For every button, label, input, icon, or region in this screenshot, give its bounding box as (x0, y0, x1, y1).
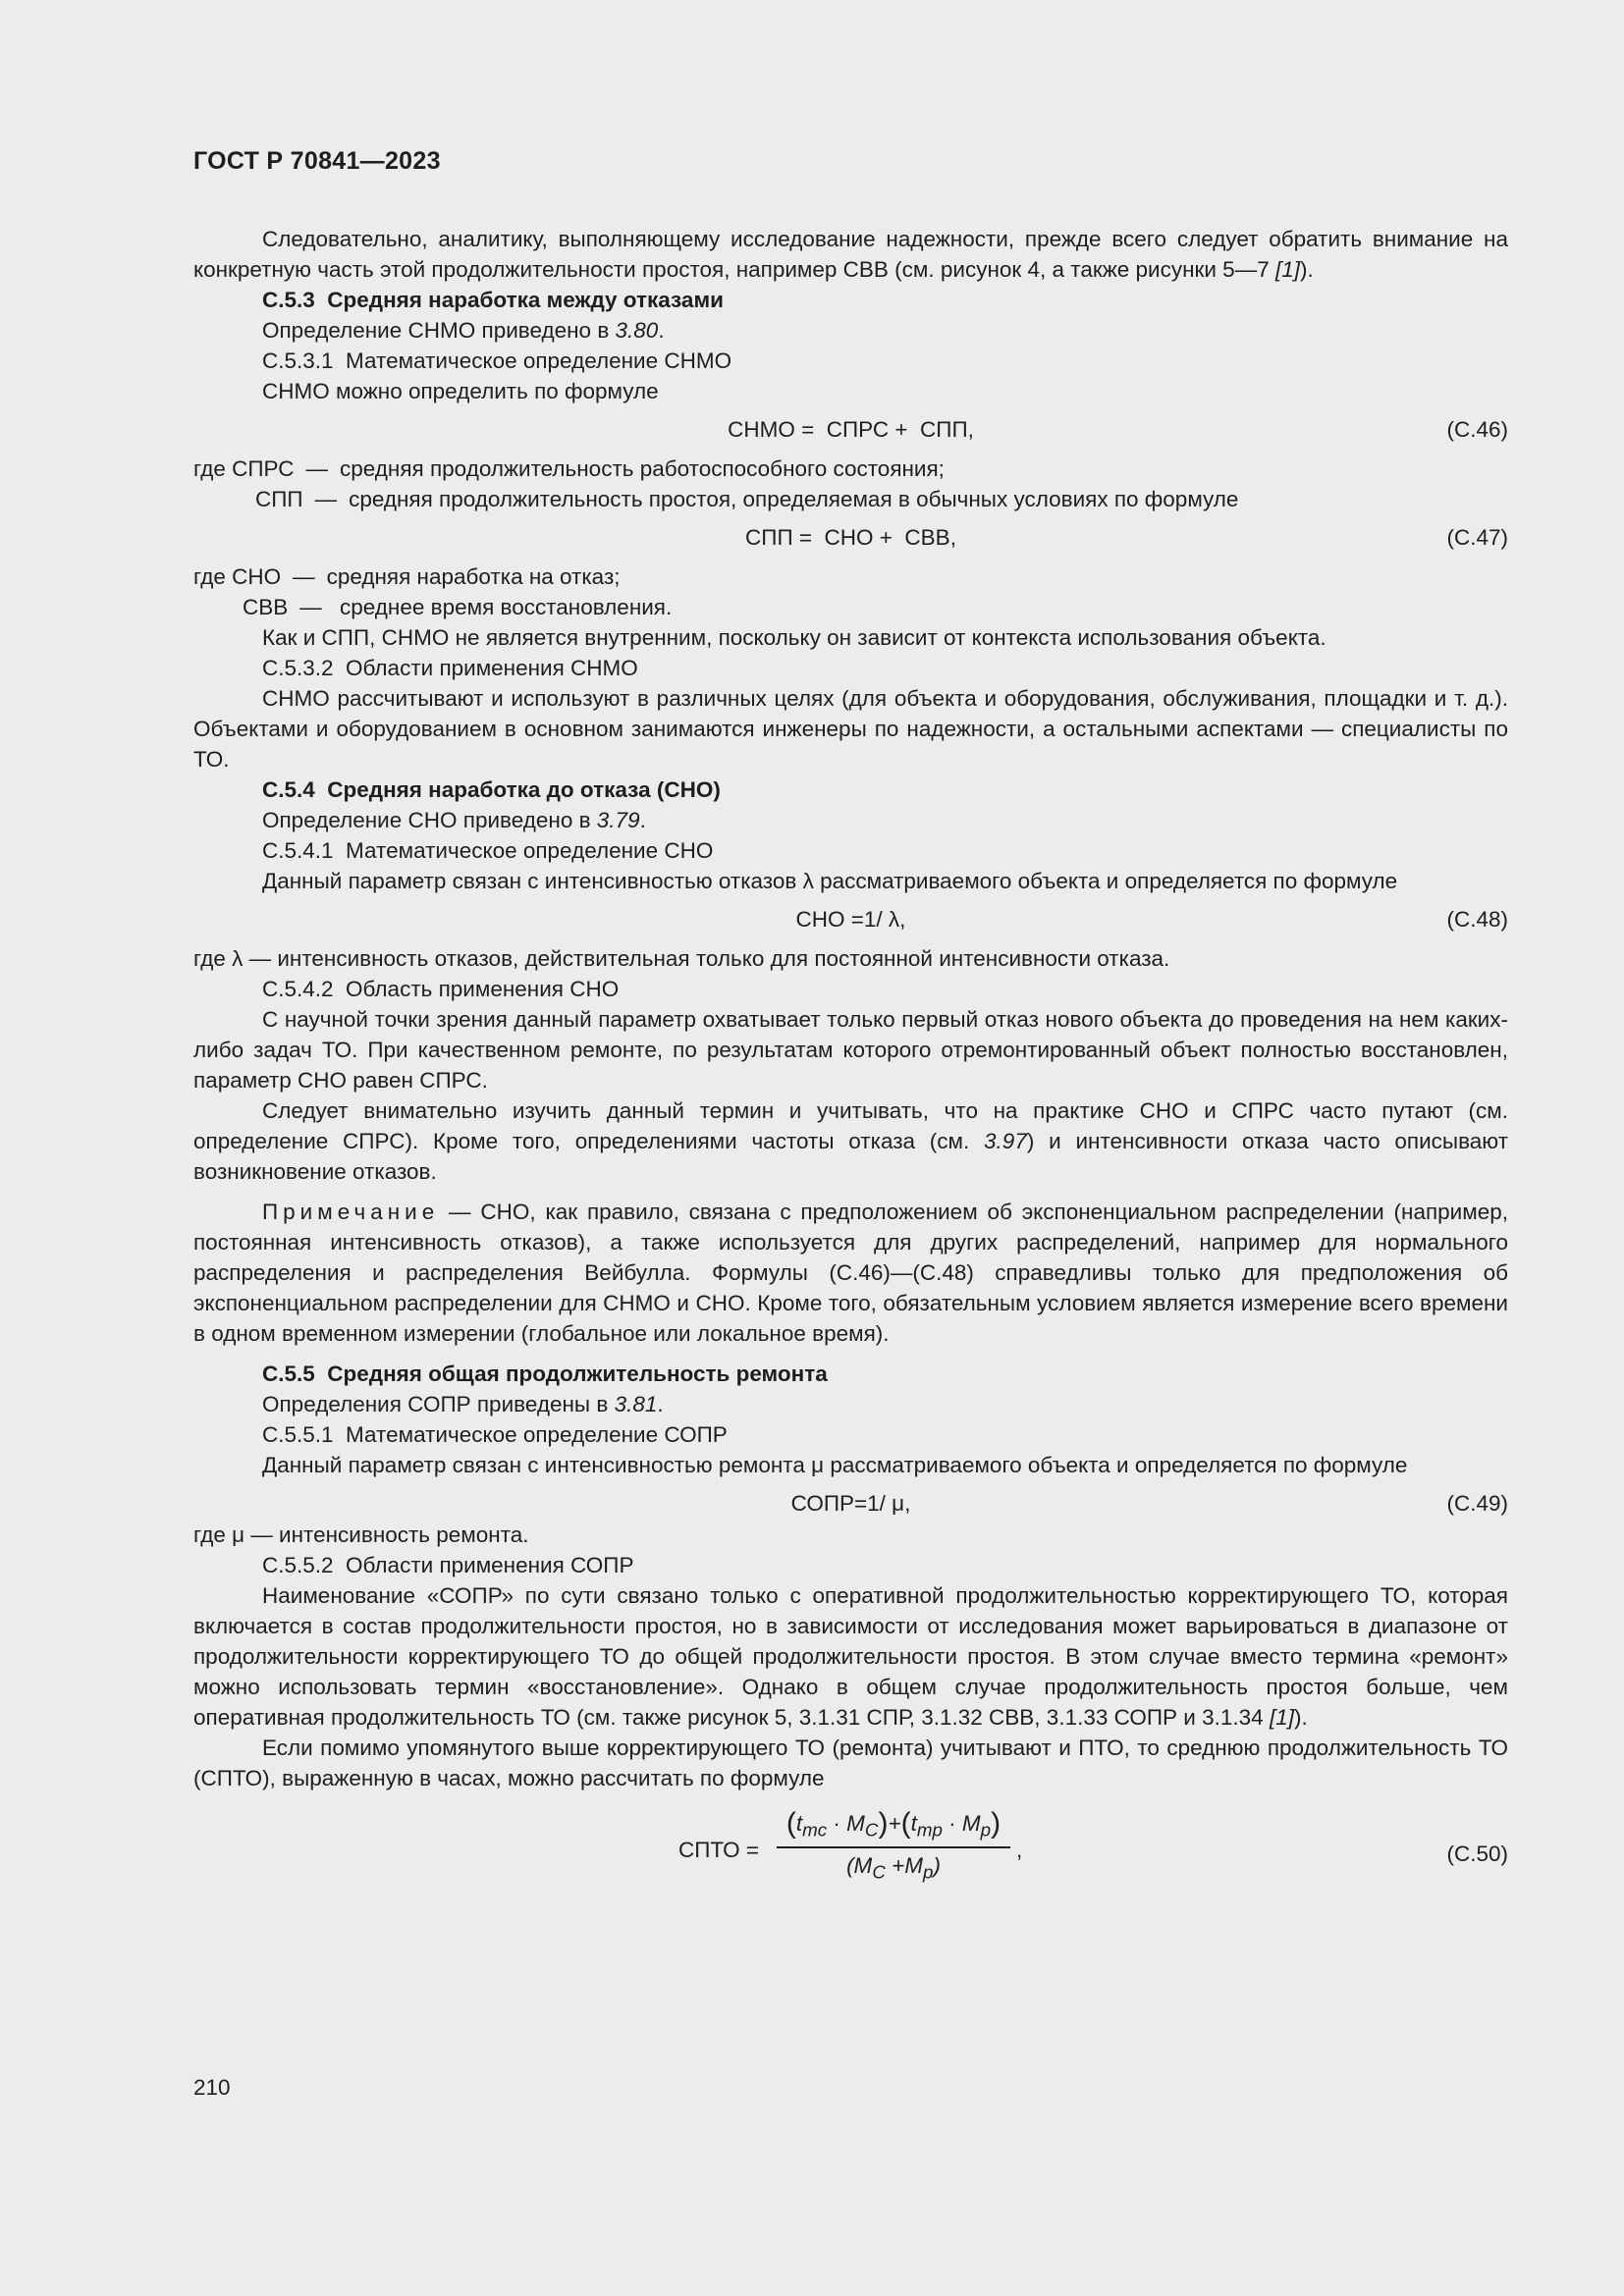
document-body (193, 224, 1508, 1899)
paragraph: СНМО рассчитывают и используют в различных целях (для объекта и оборудования, обслуживания, площадки и т. д.). Объектами и оборудованием в основном занимаются инженеры по надежности, а остальными аспектами — специалисты по ТО. (193, 686, 1508, 772)
paragraph: Определение СНМО приведено в 3.80. (262, 318, 665, 343)
paragraph: С.5.3.2 Области применения СНМО (262, 656, 638, 680)
formula-number: (С.50) (1446, 1842, 1508, 1866)
formula-lhs: СПТО = (678, 1838, 760, 1862)
spacer (193, 1349, 1508, 1359)
paragraph: Если помимо упомянутого выше корректирующего ТО (ремонта) учитывают и ПТО, то среднюю продолжительность ТО (СПТО), выраженную в часах, можно рассчитать по формуле (193, 1735, 1508, 1790)
document-header: ГОСТ Р 70841—2023 (193, 147, 441, 175)
where-term: где СНО (193, 564, 282, 589)
paragraph: С.5.4.2 Область применения СНО (262, 977, 620, 1001)
where-term: СПП (255, 487, 303, 511)
paragraph: где μ — интенсивность ремонта. (193, 1522, 529, 1547)
where-def: средняя наработка на отказ; (326, 564, 621, 589)
formula (193, 406, 1508, 454)
formula-expression: СНО =1/ λ, (795, 907, 906, 932)
paragraph: Следовательно, аналитику, выполняющему исследование надежности, прежде всего следует обратить внимание на конкретную часть этой продолжительности простоя, например СВВ (см. рисунок 4, а также рисунки 5—7 [1]). (193, 227, 1508, 282)
where-definition: где СНО — средняя наработка на отказ; (193, 561, 1508, 592)
where-def: средняя продолжительность простоя, определяемая в обычных условиях по формуле (349, 487, 1239, 511)
where-definition: СВВ — среднее время восстановления. (193, 592, 1508, 622)
paragraph: С.5.3 Средняя наработка между отказами (262, 288, 724, 312)
where-definition: СПП — средняя продолжительность простоя, определяемая в обычных условиях по формуле (193, 484, 1508, 514)
paragraph: Примечание — СНО, как правило, связана с предположением об экспоненциальном распределении (например, постоянная интенсивность отказов), а также используется для других распределений, например для нормального распределения и распределения Вейбулла. Формулы (С.46)—(С.48) справедливы только для предположения об экспоненциальном распределении для СНМО и СНО. Кроме того, обязательным условием является измерение всего времени в одном временном измерении (глобальное или локальное время). (193, 1200, 1508, 1346)
formula-number: (С.48) (1446, 907, 1508, 932)
paragraph: С научной точки зрения данный параметр охватывает только первый отказ нового объекта до проведения на нем каких-либо задач ТО. При качественном ремонте, по результатам которого отремонтированный объект полностью восстановлен, параметр СНО равен СПРС. (193, 1007, 1508, 1093)
paragraph: Следует внимательно изучить данный термин и учитывать, что на практике СНО и СПРС часто путают (см. определение СПРС). Кроме того, определениями частоты отказа (см. 3.97) и интенсивности отказа часто описывают возникновение отказов. (193, 1098, 1508, 1184)
paragraph: С.5.5.1 Математическое определение СОПР (262, 1422, 728, 1447)
paragraph: С.5.5 Средняя общая продолжительность ремонта (262, 1362, 828, 1386)
where-definition: где СПРС — средняя продолжительность работоспособного состояния; (193, 454, 1508, 484)
page-number: 210 (193, 2075, 231, 2100)
where-term: где СПРС (193, 456, 295, 481)
formula-fraction: СПТО = $(t_{mc} \cdot M_C)+(t_{mp} \cdot M_p)$ $(M_C +M_p)$ , (С.50) (193, 1801, 1508, 1899)
paragraph: Определение СНО приведено в 3.79. (262, 808, 646, 832)
paragraph: Как и СПП, СНМО не является внутренним, поскольку он зависит от контекста использования объекта. (262, 625, 1326, 650)
paragraph: С.5.3.1 Математическое определение СНМО (262, 348, 732, 373)
fraction-numerator: $(t_{mc} \cdot M_C)+(t_{mp} \cdot M_p)$ (785, 1807, 1001, 1841)
paragraph: Наименование «СОПР» по сути связано только с оперативной продолжительностью корректирующего ТО, которая включается в состав продолжительности простоя, но в зависимости от исследования может варьироваться в диапазоне от продолжительности корректирующего ТО до общей продолжительности простоя. В этом случае вместо термина «ремонт» можно использовать термин «восстановление». Однако в общем случае продолжительность простоя больше, чем оперативная продолжительность ТО (см. также рисунок 5, 3.1.31 СПР, 3.1.32 СВВ, 3.1.33 СОПР и 3.1.34 [1]). (193, 1583, 1508, 1730)
formula-expression: СОПР=1/ μ, (790, 1491, 911, 1516)
paragraph: Данный параметр связан с интенсивностью ремонта μ рассматриваемого объекта и определяется по формуле (262, 1453, 1408, 1477)
formula-expression: СНМО = СПРС + СПП, (728, 417, 974, 442)
paragraph: С.5.5.2 Области применения СОПР (262, 1553, 634, 1577)
paragraph: Данный параметр связан с интенсивностью отказов λ рассматриваемого объекта и определяется по формуле (262, 869, 1398, 893)
fraction-denominator: $(M_C +M_p)$ (846, 1853, 941, 1883)
fraction (771, 1801, 1016, 1891)
where-term: СВВ (243, 595, 289, 619)
formula (193, 514, 1508, 561)
formula-number: (С.47) (1446, 525, 1508, 550)
formula (193, 896, 1508, 943)
paragraph: С.5.4.1 Математическое определение СНО (262, 838, 714, 863)
paragraph: С.5.4 Средняя наработка до отказа (СНО) (262, 777, 721, 802)
formula-number: (С.46) (1446, 417, 1508, 442)
paragraph: СНМО можно определить по формуле (262, 379, 659, 403)
spacer (193, 1187, 1508, 1197)
where-def: среднее время восстановления. (333, 595, 673, 619)
formula-expression: СПП = СНО + СВВ, (745, 525, 956, 550)
formula (193, 1480, 1508, 1520)
paragraph: Определения СОПР приведены в 3.81. (262, 1392, 664, 1416)
formula-number: (С.49) (1446, 1491, 1508, 1516)
where-def: средняя продолжительность работоспособного состояния; (340, 456, 945, 481)
paragraph: где λ — интенсивность отказов, действительная только для постоянной интенсивности отказа. (193, 946, 1170, 971)
